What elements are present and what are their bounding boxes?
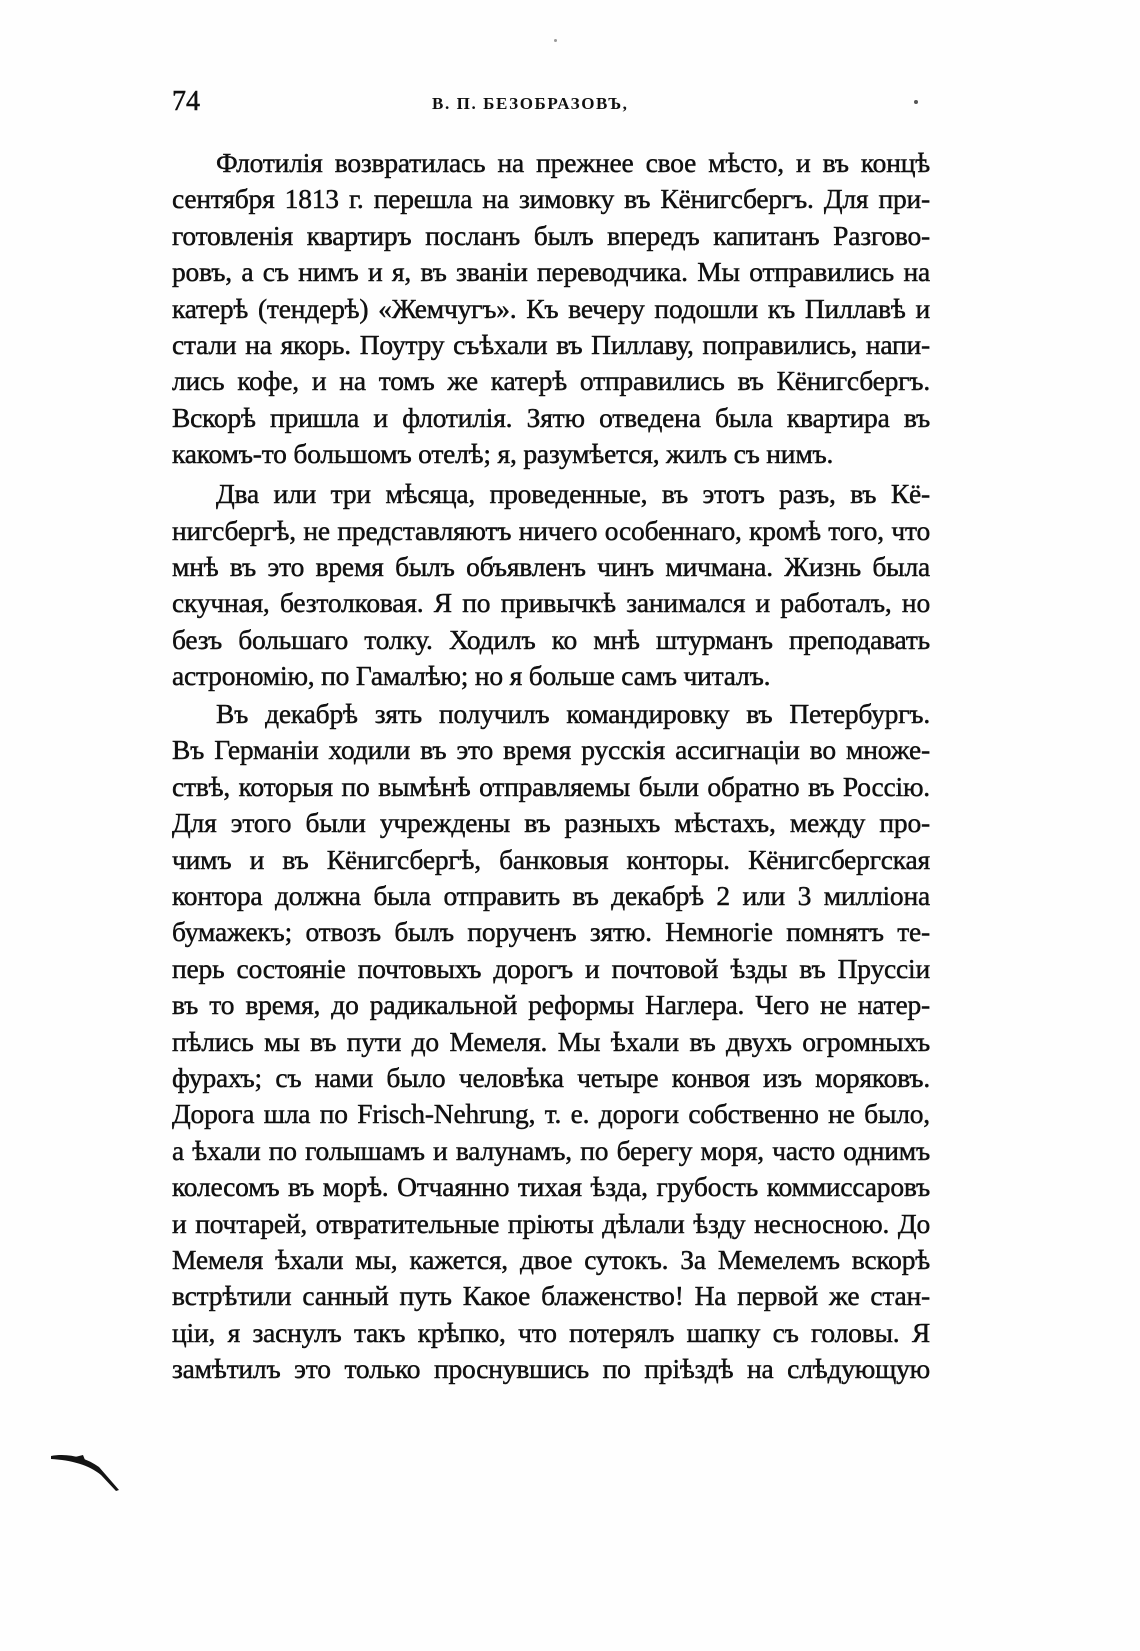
text-line: катерѣ (тендерѣ) «Жемчугъ». Къ вечеру подошли къ Пиллавѣ и — [172, 292, 930, 324]
text-line: фурахъ; съ нами было человѣка четыре конвоя изъ моряковъ. — [172, 1061, 930, 1093]
text-line: перь состояніе почтовыхъ дорогъ и почтовой ѣзды въ Пруссіи — [172, 952, 930, 984]
text-line: Два или три мѣсяца, проведенные, въ этотъ разъ, въ Кё- — [216, 478, 930, 510]
text-line: астрономію, по Гамалѣю; но я больше самъ читалъ. — [172, 660, 771, 692]
text-line: скучная, безтолковая. Я по привычкѣ занимался и работалъ, но — [172, 587, 930, 619]
text-line: Вскорѣ пришла и флотилія. Зятю отведена была квартира въ — [172, 401, 930, 433]
text-line: Дорога шла по Frisch-Nehrung, т. е. дороги собственно не было, — [172, 1098, 930, 1130]
text-line: Мемеля ѣхали мы, кажется, двое сутокъ. За Мемелемъ вскорѣ — [172, 1243, 930, 1275]
text-line: встрѣтили санный путь Какое блаженство! На первой же стан- — [172, 1280, 930, 1312]
page-number: 74 — [172, 86, 200, 117]
text-line: какомъ-то большомъ отелѣ; я, разумѣется, жилъ съ нимъ. — [172, 438, 834, 470]
scan-speck — [914, 100, 918, 104]
text-line: ровъ, а съ нимъ и я, въ званіи переводчика. Мы отправились на — [172, 256, 930, 288]
text-line: въ то время, до радикальной реформы Наглера. Чего не натер- — [172, 989, 930, 1021]
text-line: нигсбергѣ, не представляютъ ничего особеннаго, кромѣ того, что — [172, 514, 930, 546]
text-line: лись кофе, и на томъ же катерѣ отправились въ Кёнигсбергъ. — [172, 365, 930, 397]
text-line: замѣтилъ это только проснувшись по пріѣздѣ на слѣдующую — [172, 1353, 930, 1385]
text-line: контора должна была отправить въ декабрѣ 2 или 3 милліона — [172, 880, 930, 911]
text-line: чимъ и въ Кёнигсбергѣ, банковыя конторы. Кёнигсбергская — [172, 843, 930, 875]
text-line: Флотилія возвратилась на прежнее свое мѣсто, и въ концѣ — [216, 147, 930, 178]
ink-mark — [45, 1446, 125, 1496]
text-line: Въ Германіи ходили въ это время русскія ассигнаціи во множе- — [172, 734, 930, 766]
text-line: стали на якорь. Поутру съѣхали въ Пиллаву, поправились, напи- — [172, 328, 930, 360]
text-line: колесомъ въ морѣ. Отчаянно тихая ѣзда, грубость коммиссаровъ — [172, 1171, 930, 1203]
text-line: готовленія квартиръ посланъ былъ впередъ капитанъ Разгово- — [172, 219, 930, 251]
text-line: сентября 1813 г. перешла на зимовку въ Кёнигсбергъ. Для при- — [172, 183, 930, 215]
text-line: а ѣхали по голышамъ и валунамъ, по берегу моря, часто однимъ — [172, 1134, 930, 1166]
paragraph — [172, 696, 930, 1387]
paragraph — [172, 476, 930, 694]
paragraph — [172, 145, 930, 473]
text-line: и почтарей, отвратительные пріюты дѣлали ѣзду несносною. До — [172, 1207, 930, 1239]
text-line: Въ декабрѣ зять получилъ командировку въ Петербургъ. — [216, 698, 930, 730]
scan-speck — [554, 39, 557, 42]
text-line: пѣлись мы въ пути до Мемеля. Мы ѣхали въ двухъ огромныхъ — [172, 1025, 930, 1057]
text-line: Для этого были учреждены въ разныхъ мѣстахъ, между про- — [172, 807, 930, 839]
body-text — [172, 145, 930, 1387]
text-line: мнѣ въ это время былъ объявленъ чинъ мичмана. Жизнь была — [172, 550, 930, 582]
running-title: В. П. БЕЗОБРАЗОВЪ, — [432, 94, 629, 113]
text-line: бумажекъ; отвозъ былъ порученъ зятю. Немногіе помнятъ те- — [172, 916, 930, 948]
text-line: ствѣ, которыя по вымѣнѣ отправляемы были обратно въ Россію. — [172, 770, 930, 802]
text-line: безъ большаго толку. Ходилъ ко мнѣ штурманъ преподавать — [172, 623, 930, 655]
text-line: ціи, я заснулъ такъ крѣпко, что потерялъ шапку съ головы. Я — [172, 1316, 930, 1348]
